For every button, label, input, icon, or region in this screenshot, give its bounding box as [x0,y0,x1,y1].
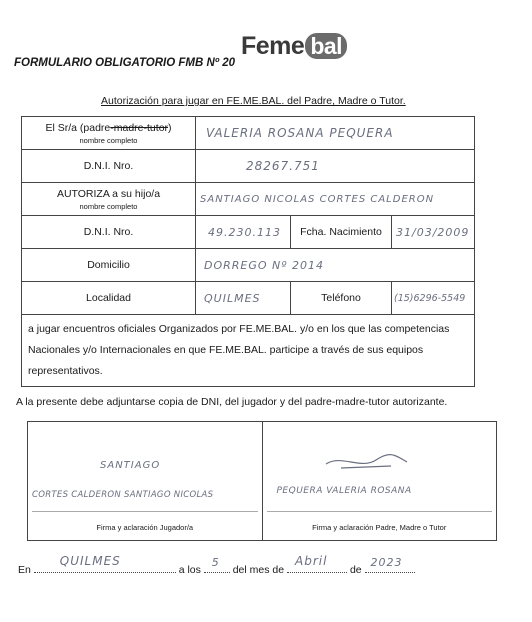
form-subtitle: Autorización para jugar en FE.ME.BAL. del Padre, Madre o Tutor. [101,95,406,107]
child-name-label: AUTORIZA a su hijo/a nombre completo [22,183,196,216]
parent-signature-line [267,511,493,512]
birth-date-label: Fcha. Nacimiento [291,216,392,249]
address-label: Domicilio [22,249,196,282]
player-signature-caption: Firma y aclaración Jugador/a [96,523,194,532]
day-field[interactable]: 5 [204,560,230,573]
player-signature: SANTIAGO [100,460,161,471]
child-dni-field[interactable]: 49.230.113 [196,216,291,249]
parent-signature-scribble [321,450,411,472]
year-field[interactable]: 2023 [365,560,415,573]
child-dni-label: D.N.I. Nro. [22,216,196,249]
player-signature-line [32,511,258,512]
date-place-line: En QUILMES a los 5 del mes de Abril de 2023 [18,560,415,576]
attachment-note: A la presente debe adjuntarse copia de DNI, del jugador y del padre-madre-tutor autorizante. [16,396,448,408]
parent-signature-caption: Firma y aclaración Padre, Madre o Tutor [312,523,447,532]
form-title: FORMULARIO OBLIGATORIO FMB Nº 20 [14,57,235,69]
place-field[interactable]: QUILMES [34,560,176,573]
authorization-table [21,116,475,387]
signature-table [27,421,497,541]
phone-label: Teléfono [291,282,392,315]
parent-name-field[interactable]: VALERIA ROSANA PEQUERA [196,117,475,150]
phone-field[interactable]: (15)6296-5549 [392,282,475,315]
parent-printed-name: PEQUERA VALERIA ROSANA [276,486,412,496]
address-field[interactable]: DORREGO Nº 2014 [196,249,475,282]
city-field[interactable]: QUILMES [196,282,291,315]
parent-signature-box[interactable] [262,422,497,541]
birth-date-field[interactable]: 31/03/2009 [392,216,475,249]
femebal-logo: Feme bal [241,32,347,61]
child-name-field[interactable]: SANTIAGO NICOLAS CORTES CALDERON [196,183,475,216]
parent-dni-field[interactable]: 28267.751 [196,150,475,183]
player-printed-name: CORTES CALDERON SANTIAGO NICOLAS [32,490,214,500]
parent-dni-label: D.N.I. Nro. [22,150,196,183]
city-label: Localidad [22,282,196,315]
month-field[interactable]: Abril [287,560,347,573]
consent-text: a jugar encuentros oficiales Organizados por FE.ME.BAL. y/o en los que las competencias Nacionales y/o Internacionales en que FE.ME.BAL. participe a través de sus equipos representativos. [22,315,475,387]
parent-name-label: El Sr/a (padre-madre-tutor) nombre completo [22,117,196,150]
player-signature-box[interactable] [28,422,263,541]
